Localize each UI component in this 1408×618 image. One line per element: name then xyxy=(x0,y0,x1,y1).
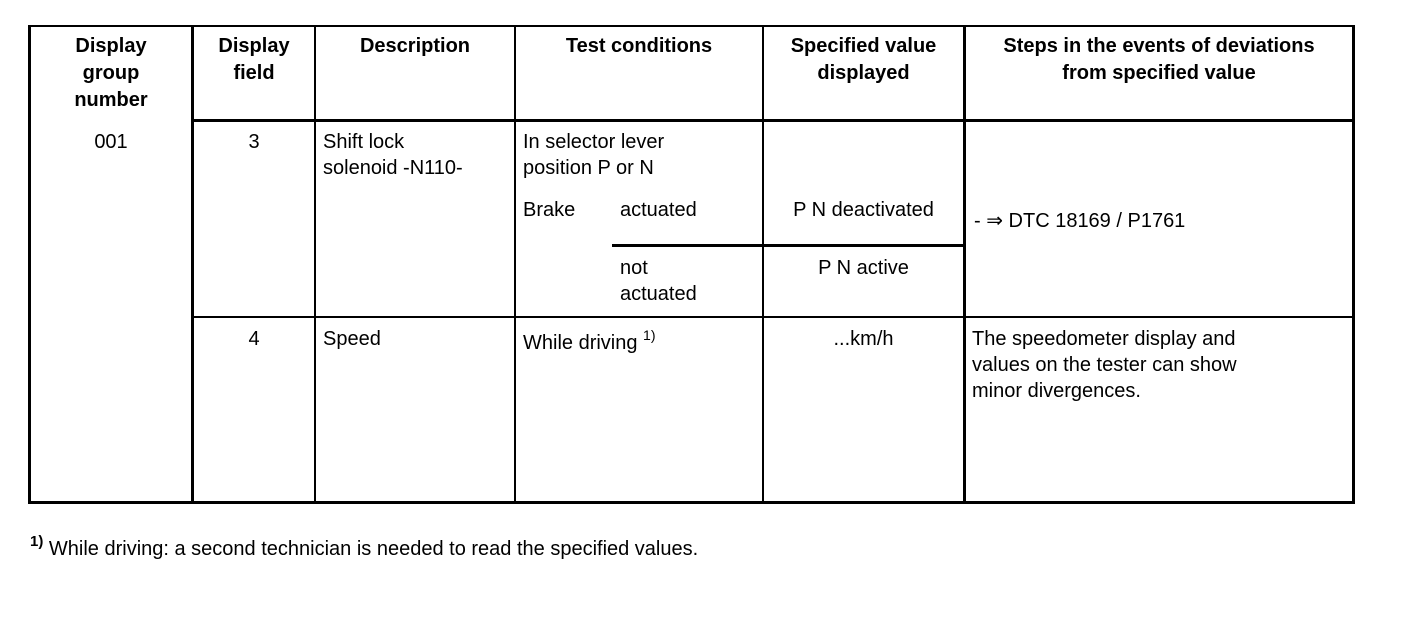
steps-speedometer-note: The speedometer display and values on the tester can show minor divergences. xyxy=(972,328,1237,402)
footnote-marker: 1) xyxy=(30,533,44,550)
test-condition-text: While driving xyxy=(523,332,644,354)
col-separator-2 xyxy=(314,25,316,504)
value-pn-deactivated: P N deactivated xyxy=(793,199,934,221)
header-specified-value: Specified value displayed xyxy=(790,35,937,84)
data-table xyxy=(28,25,1355,505)
description-speed: Speed xyxy=(323,328,381,350)
table-border-right xyxy=(1352,25,1355,504)
header-separator xyxy=(191,119,1355,122)
header-display-field: Display field xyxy=(218,35,290,84)
brake-label: Brake xyxy=(523,199,576,221)
footnote xyxy=(30,535,698,563)
col-separator-5 xyxy=(963,25,966,504)
test-condition-selector-position: In selector lever position P or N xyxy=(523,131,665,179)
col-separator-3 xyxy=(514,25,516,504)
value-kmh: ...km/h xyxy=(833,328,894,350)
header-test-conditions: Test conditions xyxy=(565,35,713,57)
group-number-cell: 001 xyxy=(94,131,128,153)
table-border-bottom xyxy=(28,501,1355,504)
header-display-group-number: Display group number xyxy=(74,35,148,111)
condition-not-actuated: not actuated xyxy=(620,257,697,305)
footnote-ref: 1) xyxy=(643,327,656,343)
steps-dtc-link[interactable]: - ⇒ DTC 18169 / P1761 xyxy=(974,210,1186,232)
col-separator-1 xyxy=(191,25,194,504)
field-3-cell: 3 xyxy=(248,131,260,153)
description-shift-lock: Shift lock solenoid -N110- xyxy=(323,131,463,179)
table-border-top xyxy=(28,25,1355,27)
row-separator xyxy=(191,316,1355,318)
test-condition-while-driving xyxy=(523,327,759,356)
field-4-cell: 4 xyxy=(248,328,260,350)
condition-actuated: actuated xyxy=(620,199,697,221)
header-description: Description xyxy=(359,35,471,57)
header-steps-deviations: Steps in the events of deviations from specified value xyxy=(1003,35,1315,84)
value-pn-active: P N active xyxy=(818,257,909,279)
footnote-text: While driving: a second technician is needed to read the specified values. xyxy=(43,538,699,560)
sub-row-separator xyxy=(612,244,965,247)
